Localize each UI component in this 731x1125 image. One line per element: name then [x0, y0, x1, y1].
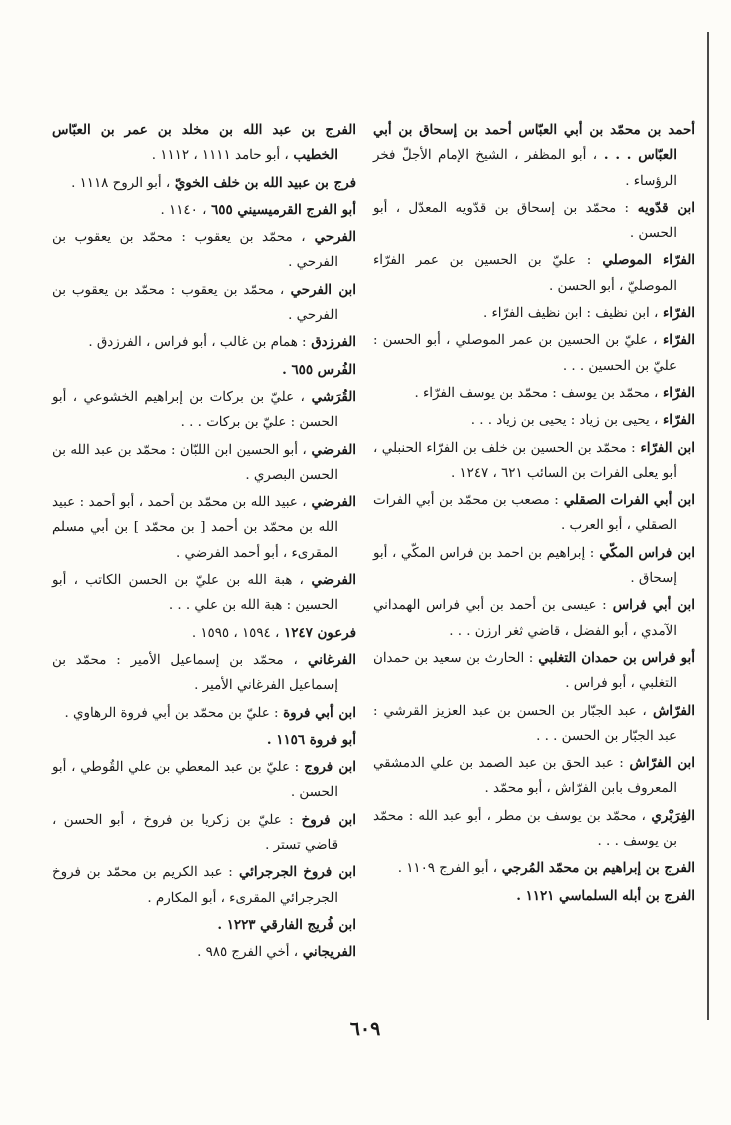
index-entry: ابن أبي الفرات الصقلي : مصعب بن محمّد بن أبي الفرات الصقلي ، أبو العرب .: [373, 492, 695, 534]
index-entry: ابن فروج : عليّ بن عبد المعطي بن علي القُوطي ، أبو الحسن .: [52, 759, 356, 801]
index-entry: الفرّاء ، محمّد بن يوسف : محمّد بن يوسف الفرّاء .: [414, 384, 695, 401]
index-entry: الفرغاني ، محمّد بن إسماعيل الأمير : محمّد بن إسماعيل الفرغاني الأمير .: [52, 651, 356, 694]
index-entry: أبو فروة ١١٥٦ .: [266, 731, 356, 748]
index-entry: ابن الفرّاء : محمّد بن الحسين بن خلف بن الفرّاء الحنبلي ، أبو يعلى الفرات بن السائب ٦٢١ ، ١٢٤٧ .: [373, 439, 695, 481]
index-entry: ابن الفرحي ، محمّد بن يعقوب : محمّد بن يعقوب بن الفرحي .: [52, 281, 356, 324]
index-entry: الفُرس ٦٥٥ .: [282, 361, 356, 378]
index-entry: ابن فراس المكّي : إبراهيم بن احمد بن فراس المكّي ، أبو إسحاق .: [373, 544, 695, 587]
index-entry: الفرّاء ، يحيى بن زياد : يحيى بن زياد . . .: [470, 412, 695, 429]
index-entry: أحمد بن محمّد بن أبي العبّاس أحمد بن إسحاق بن أبي العبّاس . . . ، أبو المظفر ، الشيخ الإمام الأجلّ فخر الرؤساء .: [373, 122, 695, 189]
index-entry: ابن فروخ : عليّ بن زكريا بن فروخ ، أبو الحسن ، قاضي تستر .: [52, 811, 356, 854]
page-number: ٦٠٩: [349, 1018, 381, 1040]
index-entry: ابن فروخ الجرجرائي : عبد الكريم بن محمّد بن فروخ الجرجرائي المقرىء ، أبو المكارم .: [52, 864, 356, 906]
index-entry: الفرّاء الموصلي : عليّ بن الحسين بن عمر الفرّاء الموصليّ ، أبو الحسن .: [373, 252, 695, 294]
index-entry: فرج بن عبيد الله بن خلف الخويّ ، أبو الروح ١١١٨ .: [71, 174, 356, 191]
index-entry: الفرّاء ، ابن نظيف : ابن نظيف الفرّاء .: [482, 305, 695, 322]
index-entry: الفريجاني ، أخي الفرج ٩٨٥ .: [197, 944, 356, 961]
index-entry: الفرّاء ، عليّ بن الحسين بن عمر الموصلي ، أبو الحسن : عليّ بن الحسين . . .: [373, 332, 695, 374]
index-entry: الفرج بن عبد الله بن مخلد بن عمر بن العبّاس الخطيب ، أبو حامد ١١١١ ، ١١١٢ .: [52, 122, 356, 164]
index-entry: الفرضي ، هبة الله بن عليّ بن الحسن الكاتب ، أبو الحسين : هبة الله بن علي . . .: [52, 572, 356, 614]
index-entry: الفرج بن إبراهيم بن محمّد المُرجي ، أبو الفرج ١١٠٩ .: [397, 860, 695, 877]
index-entry: ابن قدّويه : محمّد بن إسحاق بن قدّويه المعدّل ، أبو الحسن .: [373, 199, 695, 242]
index-entry: الفرّاش ، عبد الجبّار بن الحسن بن عبد العزيز القرشي : عبد الجبّار بن الحسن . . .: [373, 702, 695, 744]
index-entry: الفرج بن أبله السلماسي ١١٢١ .: [516, 887, 695, 904]
index-entry: الفرحي ، محمّد بن يعقوب : محمّد بن يعقوب بن الفرحي .: [52, 229, 356, 271]
index-entry: الفرضي ، أبو الحسين ابن اللبّان : محمّد بن عبد الله بن الحسن البصري .: [52, 441, 356, 483]
margin-rule: [707, 32, 709, 1020]
index-entry: أبو الفرج القرميسيني ٦٥٥ ، ١١٤٠ .: [160, 201, 356, 218]
index-column-left: [52, 118, 356, 968]
index-entry: أبو فراس بن حمدان التغلبي : الحارث بن سعيد بن حمدان التغلبي ، أبو فراس .: [373, 649, 695, 692]
index-entry: فرعون ١٢٤٧ ، ١٥٩٤ ، ١٥٩٥ .: [191, 624, 356, 641]
index-entry: الفرزدق : همام بن غالب ، أبو فراس ، الفرزدق .: [88, 334, 356, 351]
index-column-right: [373, 118, 695, 911]
index-entry: الفِرَبْري ، محمّد بن يوسف بن مطر ، أبو عبد الله : محمّد بن يوسف . . .: [373, 807, 695, 850]
index-entry: الفرضي ، عبيد الله بن محمّد بن أحمد ، أبو أحمد : عبيد الله بن محمّد بن أحمد [ بن محمّد ] بن أبي مسلم المقرىء ، أبو أحمد الفرضي .: [52, 494, 357, 561]
index-entry: ابن أبي فروة : عليّ بن محمّد بن أبي فروة الرهاوي .: [64, 704, 356, 721]
index-entry: ابن الفرّاش : عبد الحق بن عبد الصمد بن علي الدمشقي المعروف بابن الفرّاش ، أبو محمّد .: [373, 755, 695, 797]
index-entry: القُرَشي ، عليّ بن بركات بن إبراهيم الخشوعي ، أبو الحسن : عليّ بن بركات . . .: [52, 388, 356, 431]
index-entry: ابن فُريج الفارقي ١٢٢٣ .: [217, 916, 356, 933]
index-entry: ابن أبي فراس : عيسى بن أحمد بن أبي فراس الهمداني الآمدي ، أبو الفضل ، قاضي ثغر ارزن . . .: [373, 597, 696, 639]
